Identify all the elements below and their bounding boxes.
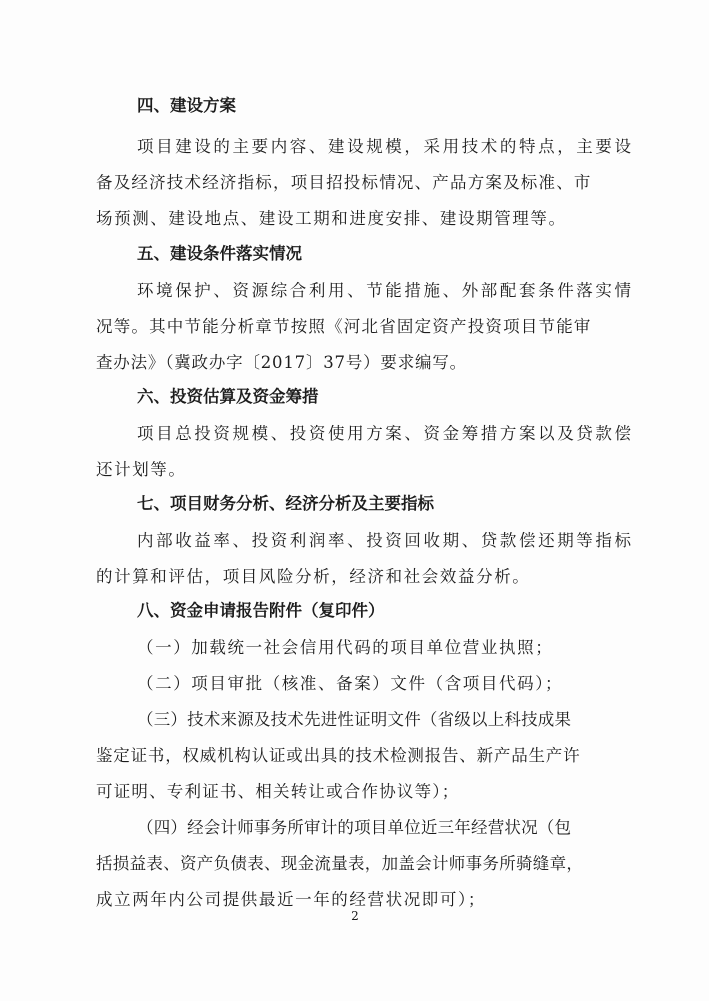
paragraph-line: 场预测、建设地点、建设工期和进度安排、建设期管理等。 [96,209,567,228]
paragraph-line: 备及经济技术经济指标，项目招投标情况、产品方案及标准、市 [96,173,592,192]
section-heading-8: 八、资金申请报告附件（复印件） [137,601,385,620]
paragraph-line: 还计划等。 [96,460,187,479]
paragraph-line: 成立两年内公司提供最近一年的经营状况即可）； [96,890,486,909]
attachment-item-1: （一）加载统一社会信用代码的项目单位营业执照； [137,638,554,657]
section-heading-4: 四、建设方案 [137,96,236,115]
paragraph-line: 查办法》（冀政办字〔2017〕37号）要求编写。 [96,353,467,372]
section-heading-6: 六、投资估算及资金筹措 [137,387,319,406]
section-heading-5: 五、建设条件落实情况 [137,244,302,263]
attachment-item-4: （四）经会计师事务所审计的项目单位近三年经营状况（包 [137,818,572,837]
paragraph-line: 内部收益率、投资利润率、投资回收期、贷款偿还期等指标 [137,531,634,550]
paragraph-line: 项目总投资规模、投资使用方案、资金筹措方案以及贷款偿 [137,424,634,443]
paragraph-line: 环境保护、资源综合利用、节能措施、外部配套条件落实情 [137,281,634,300]
paragraph-line: 可证明、专利证书、相关转让或合作协议等）； [96,782,460,801]
paragraph-line: 鉴定证书，权威机构认证或出具的技术检测报告、新产品生产许 [96,746,581,765]
paragraph-line: 的计算和评估，项目风险分析，经济和社会效益分析。 [96,567,531,586]
paragraph-line: 项目建设的主要内容、建设规模，采用技术的特点，主要设 [137,137,634,156]
attachment-item-2: （二）项目审批（核准、备案）文件（含项目代码）； [137,674,564,693]
page-number: 2 [351,909,359,923]
section-heading-7: 七、项目财务分析、经济分析及主要指标 [137,494,434,513]
paragraph-line: 况等。其中节能分析章节按照《河北省固定资产投资项目节能审 [96,317,592,336]
attachment-item-3: （三）技术来源及技术先进性证明文件（省级以上科技成果 [137,710,572,729]
paragraph-line: 括损益表、资产负债表、现金流量表，加盖会计师事务所骑缝章， [96,854,584,873]
